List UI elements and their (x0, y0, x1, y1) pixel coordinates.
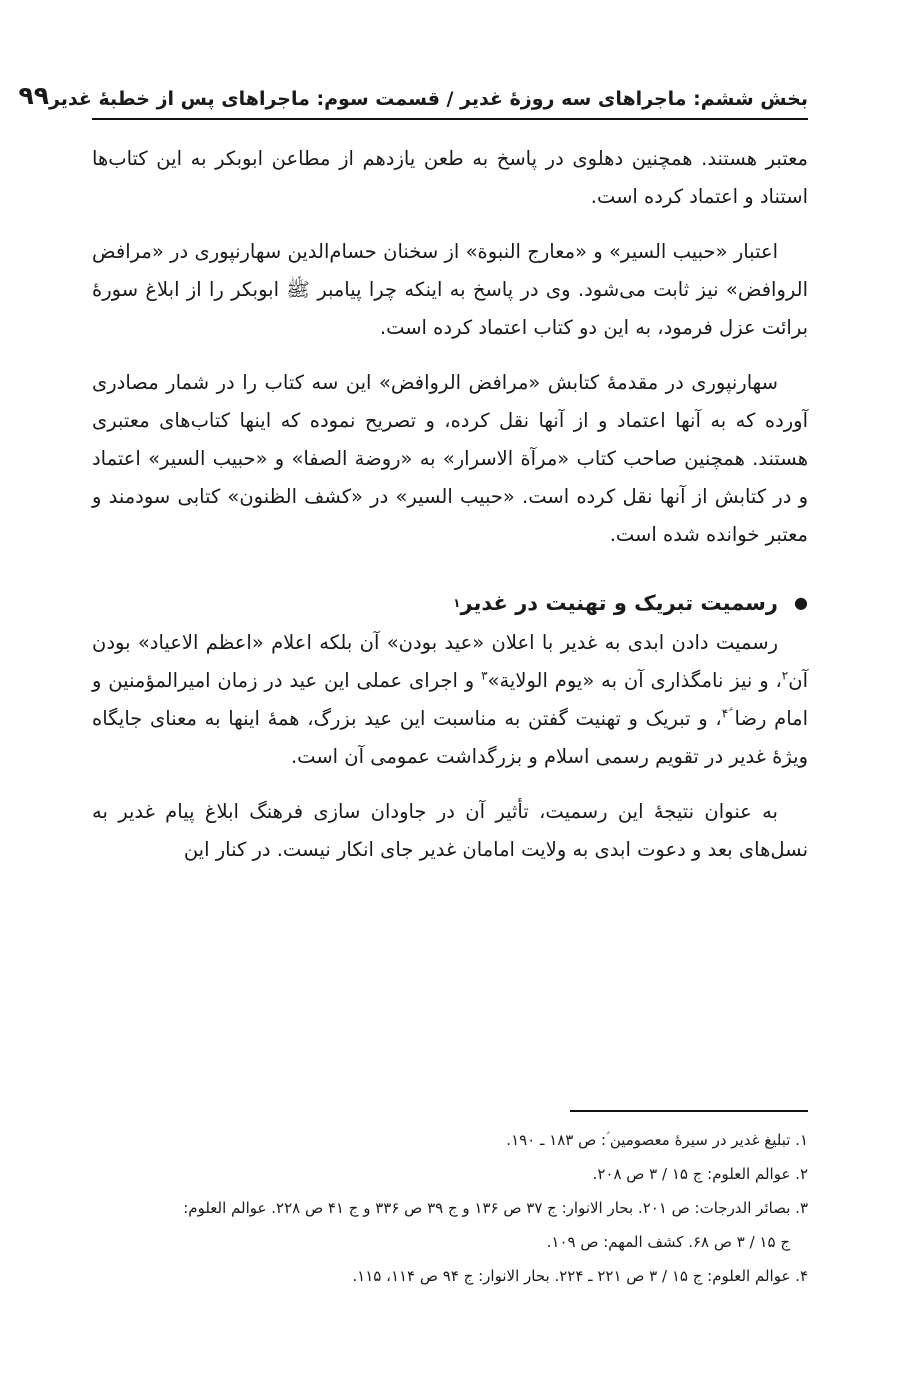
footnote-3: ۳. بصائر الدرجات: ص ۲۰۱. بحار الانوار: ج ۳۷ ص ۱۳۶ و ج ۳۹ ص ۳۳۶ و ج ۴۱ ص ۲۲۸. عوالم العلوم: (183, 1199, 808, 1217)
body-text (92, 140, 808, 886)
footnotes (92, 1123, 808, 1293)
footnote-2: ۲. عوالم العلوم: ج ۱۵ / ۳ ص ۲۰۸. (592, 1165, 808, 1183)
paragraph-4-part-c: و اجرای عملی این عید در زمان امیرالمؤمنین و امام رضا ؑ (92, 669, 808, 730)
paragraph-5: به عنوان نتیجهٔ این رسمیت، تأثیر آن در جاودان سازی فرهنگ ابلاغ پیام غدیر به نسل‌های بعد و دعوت ابدی به ولایت امامان غدیر جای انکار نیست. در کنار این (92, 800, 808, 861)
heading-text: رسمیت تبریک و تهنیت در غدیر (460, 591, 779, 615)
footnote-ref-4: ۴ (721, 706, 729, 721)
page-number: ۹۹ (18, 81, 49, 110)
paragraph-4-part-a: رسمیت دادن ابدی به غدیر با اعلان «عید بودن» آن بلکه اعلام «اعظم الاعیاد» بودن آن (92, 631, 808, 692)
paragraph-1: معتبر هستند. همچنین دهلوی در پاسخ به طعن یازدهم از مطاعن ابوبکر به این کتاب‌ها استناد و اعتماد کرده است. (92, 147, 808, 208)
footnote-ref-3: ۳ (481, 668, 488, 683)
footnote-separator (570, 1110, 808, 1112)
paragraph-4-part-b: ، و نیز نامگذاری آن به «یوم الولایة» (487, 669, 782, 692)
running-header (18, 68, 808, 120)
paragraph-2: اعتبار «حبیب السیر» و «معارج النبوة» از سخنان حسام‌الدین سهارنپوری در «مرافض الروافض» نیز ثابت می‌شود. وی در پاسخ به اینکه چرا پیامبر ﷺ ابوبکر را از ابلاغ سورهٔ برائت عزل فرمود، به این دو کتاب اعتماد کرده است. (92, 240, 808, 339)
bullet-icon: ● (794, 593, 808, 612)
footnote-3-continued: ج ۱۵ / ۳ ص ۶۸. کشف المهم: ص ۱۰۹. (546, 1233, 790, 1251)
paragraph-4-part-d: ، و تبریک و تهنیت گفتن به مناسبت این عید بزرگ، همهٔ اینها به معنای جایگاه ویژهٔ غدیر در تقویم رسمی اسلام و بزرگداشت عمومی آن است. (92, 707, 808, 768)
section-heading: ● رسمیت تبریک و تهنیت در غدیر ۱ (92, 584, 808, 622)
footnote-4: ۴. عوالم العلوم: ج ۱۵ / ۳ ص ۲۲۱ ـ ۲۲۴. بحار الانوار: ج ۹۴ ص ۱۱۴، ۱۱۵. (352, 1267, 808, 1285)
header-title: بخش ششم: ماجراهای سه روزهٔ غدیر / قسمت سوم: ماجراهای پس از خطبهٔ غدیر (48, 88, 808, 110)
paragraph-3: سهارنپوری در مقدمهٔ کتابش «مرافض الروافض» این سه کتاب را در شمار مصادری آورده که به آنها اعتماد و از آنها نقل کرده، و تصریح نموده که اینها کتاب‌های معتبری هستند. همچنین صاحب کتاب «مرآة الاسرار» به «روضة الصفا» و «حبیب السیر» اعتماد و در کتابش از آنها نقل کرده است. «حبیب السیر» در «کشف الظنون» کتابی سودمند و معتبر خوانده شده است. (92, 371, 808, 546)
footnote-1: ۱. تبلیغ غدیر در سیرهٔ معصومین ؑ: ص ۱۸۳ ـ ۱۹۰. (506, 1131, 808, 1149)
paragraph-4 (92, 624, 808, 776)
footnote-ref-2: ۲ (781, 668, 789, 683)
